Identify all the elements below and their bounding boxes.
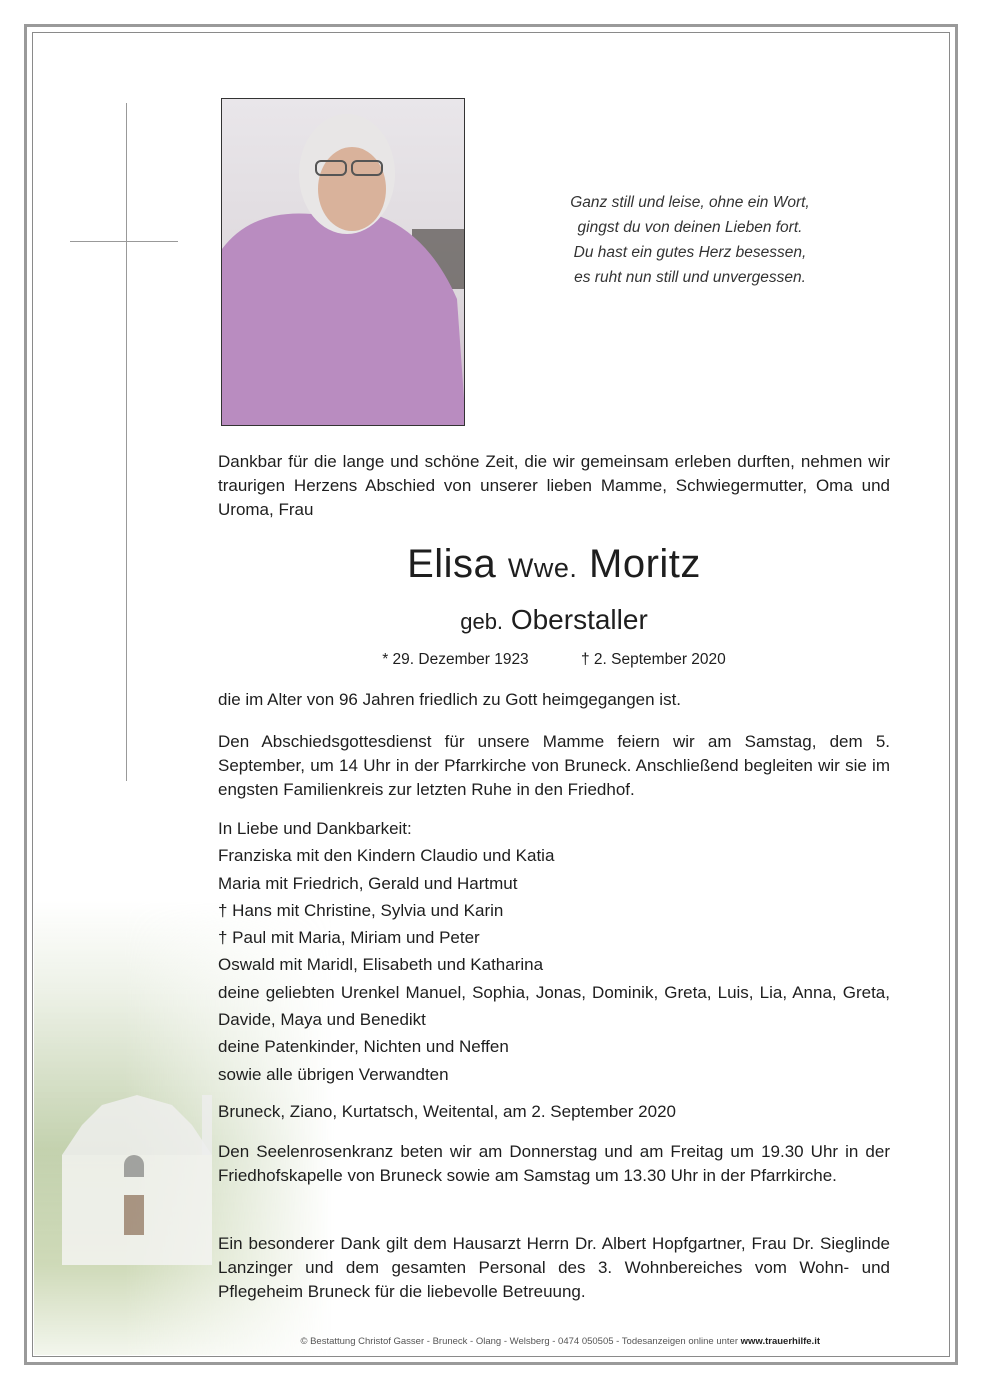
age-line: die im Alter von 96 Jahren friedlich zu Gott heimgegangen ist. [218, 690, 682, 709]
poem [500, 190, 880, 290]
poem-line: es ruht nun still und unvergessen. [574, 269, 806, 286]
service-text: Den Abschiedsgottesdienst für unsere Mamme feiern wir am Samstag, dem 5. September, um 14 Uhr in der Pfarrkirche von Bruneck. Anschließend begleiten wir sie im engsten Familienkreis zur letzten Ruhe in den Friedhof. [218, 732, 890, 799]
portrait-photo [221, 98, 465, 426]
list-item: Maria mit Friedrich, Gerald und Hartmut [218, 873, 518, 893]
footer-link[interactable]: www.trauerhilfe.it [740, 1336, 820, 1347]
first-name: Elisa [407, 542, 497, 586]
last-name: Moritz [589, 542, 701, 586]
cross-horizontal [70, 241, 178, 242]
maiden-name [218, 604, 890, 636]
thanks-text: Ein besonderer Dank gilt dem Hausarzt Herrn Dr. Albert Hopfgartner, Frau Dr. Sieglinde Lanzinger und dem gesamten Personal des 3. Wohnbereiches vom Wohn- und Pflegeheim Bruneck für die liebevolle Betreuung. [218, 1234, 890, 1301]
list-item: † Hans mit Christine, Sylvia und Karin [218, 900, 504, 920]
cross-vertical [126, 103, 127, 781]
list-item: Franziska mit den Kindern Claudio und Katia [218, 846, 555, 866]
life-dates [218, 651, 890, 669]
poem-line: gingst du von deinen Lieben fort. [577, 219, 803, 236]
list-item: In Liebe und Dankbarkeit: [218, 819, 412, 838]
place-date: Bruneck, Ziano, Kurtatsch, Weitental, am 2. September 2020 [218, 1102, 676, 1121]
footer [180, 1336, 820, 1347]
death-date: † 2. September 2020 [581, 651, 726, 668]
intro-text: Dankbar für die lange und schöne Zeit, die wir gemeinsam erleben durften, nehmen wir traurigen Herzens Abschied von unserer lieben Mamme, Schwiegermutter, Oma und Uroma, Frau [218, 452, 890, 519]
born-prefix: geb. [460, 609, 504, 634]
list-item: deine geliebten Urenkel Manuel, Sophia, Jonas, Dominik, Greta, Luis, Lia, Anna, Greta, Davide, Maya und Benedikt [218, 982, 890, 1030]
chapel-image [62, 1095, 212, 1265]
list-item: Oswald mit Maridl, Elisabeth und Katharina [218, 955, 544, 975]
deceased-name [218, 542, 890, 587]
footer-text: © Bestattung Christof Gasser - Bruneck - Olang - Welsberg - 0474 050505 - Todesanzeigen online unter [300, 1336, 741, 1347]
list-item: † Paul mit Maria, Miriam und Peter [218, 928, 480, 948]
mourners-list [218, 815, 890, 1088]
poem-line: Ganz still und leise, ohne ein Wort, [570, 194, 810, 211]
rosary-text: Den Seelenrosenkranz beten wir am Donnerstag und am Freitag um 19.30 Uhr in der Friedhofskapelle von Bruneck sowie am Samstag um 13.30 Uhr in der Pfarrkirche. [218, 1142, 890, 1185]
poem-line: Du hast ein gutes Herz besessen, [573, 244, 807, 261]
birth-date: * 29. Dezember 1923 [382, 651, 529, 668]
list-item: deine Patenkinder, Nichten und Neffen [218, 1037, 509, 1057]
list-item: sowie alle übrigen Verwandten [218, 1064, 449, 1084]
born-name: Oberstaller [510, 604, 648, 635]
widow-label: Wwe. [507, 553, 578, 583]
